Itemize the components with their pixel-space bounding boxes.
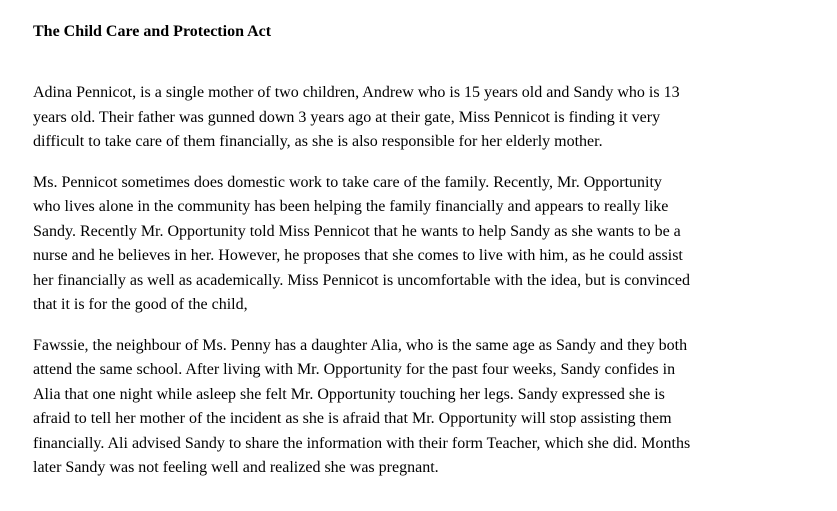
document-title: The Child Care and Protection Act [33,23,272,40]
paragraph-1: Adina Pennicot, is a single mother of two children, Andrew who is 15 years old and Sandy who is 13 years old. Their father was gunned down 3 years ago at their gate, Miss Pennicot is finding it very difficult to take care of them financially, as she is also responsible for her elderly mother. [33,84,680,150]
paragraph-3: Fawssie, the neighbour of Ms. Penny has a daughter Alia, who is the same age as Sandy and they both attend the same school. After living with Mr. Opportunity for the past four weeks, Sandy confides in Alia that one night while asleep she felt Mr. Opportunity touching her legs. Sandy expressed she is afraid to tell her mother of the incident as she is afraid that Mr. Opportunity will stop assisting them financially. Ali advised Sandy to share the information with their form Teacher, which she did. Months later Sandy was not feeling well and realized she was pregnant. [33,336,691,476]
document-body [33,20,791,481]
paragraph-2: Ms. Pennicot sometimes does domestic work to take care of the family. Recently, Mr. Opportunity who lives alone in the community has been helping the family financially and appears to really like Sandy. Recently Mr. Opportunity told Miss Pennicot that he wants to help Sandy as she wants to be a nurse and he believes in her. However, he proposes that she comes to live with him, as he could assist her financially as well as academically. Miss Pennicot is uncomfortable with the idea, but is convinced that it is for the good of the child, [33,173,690,313]
